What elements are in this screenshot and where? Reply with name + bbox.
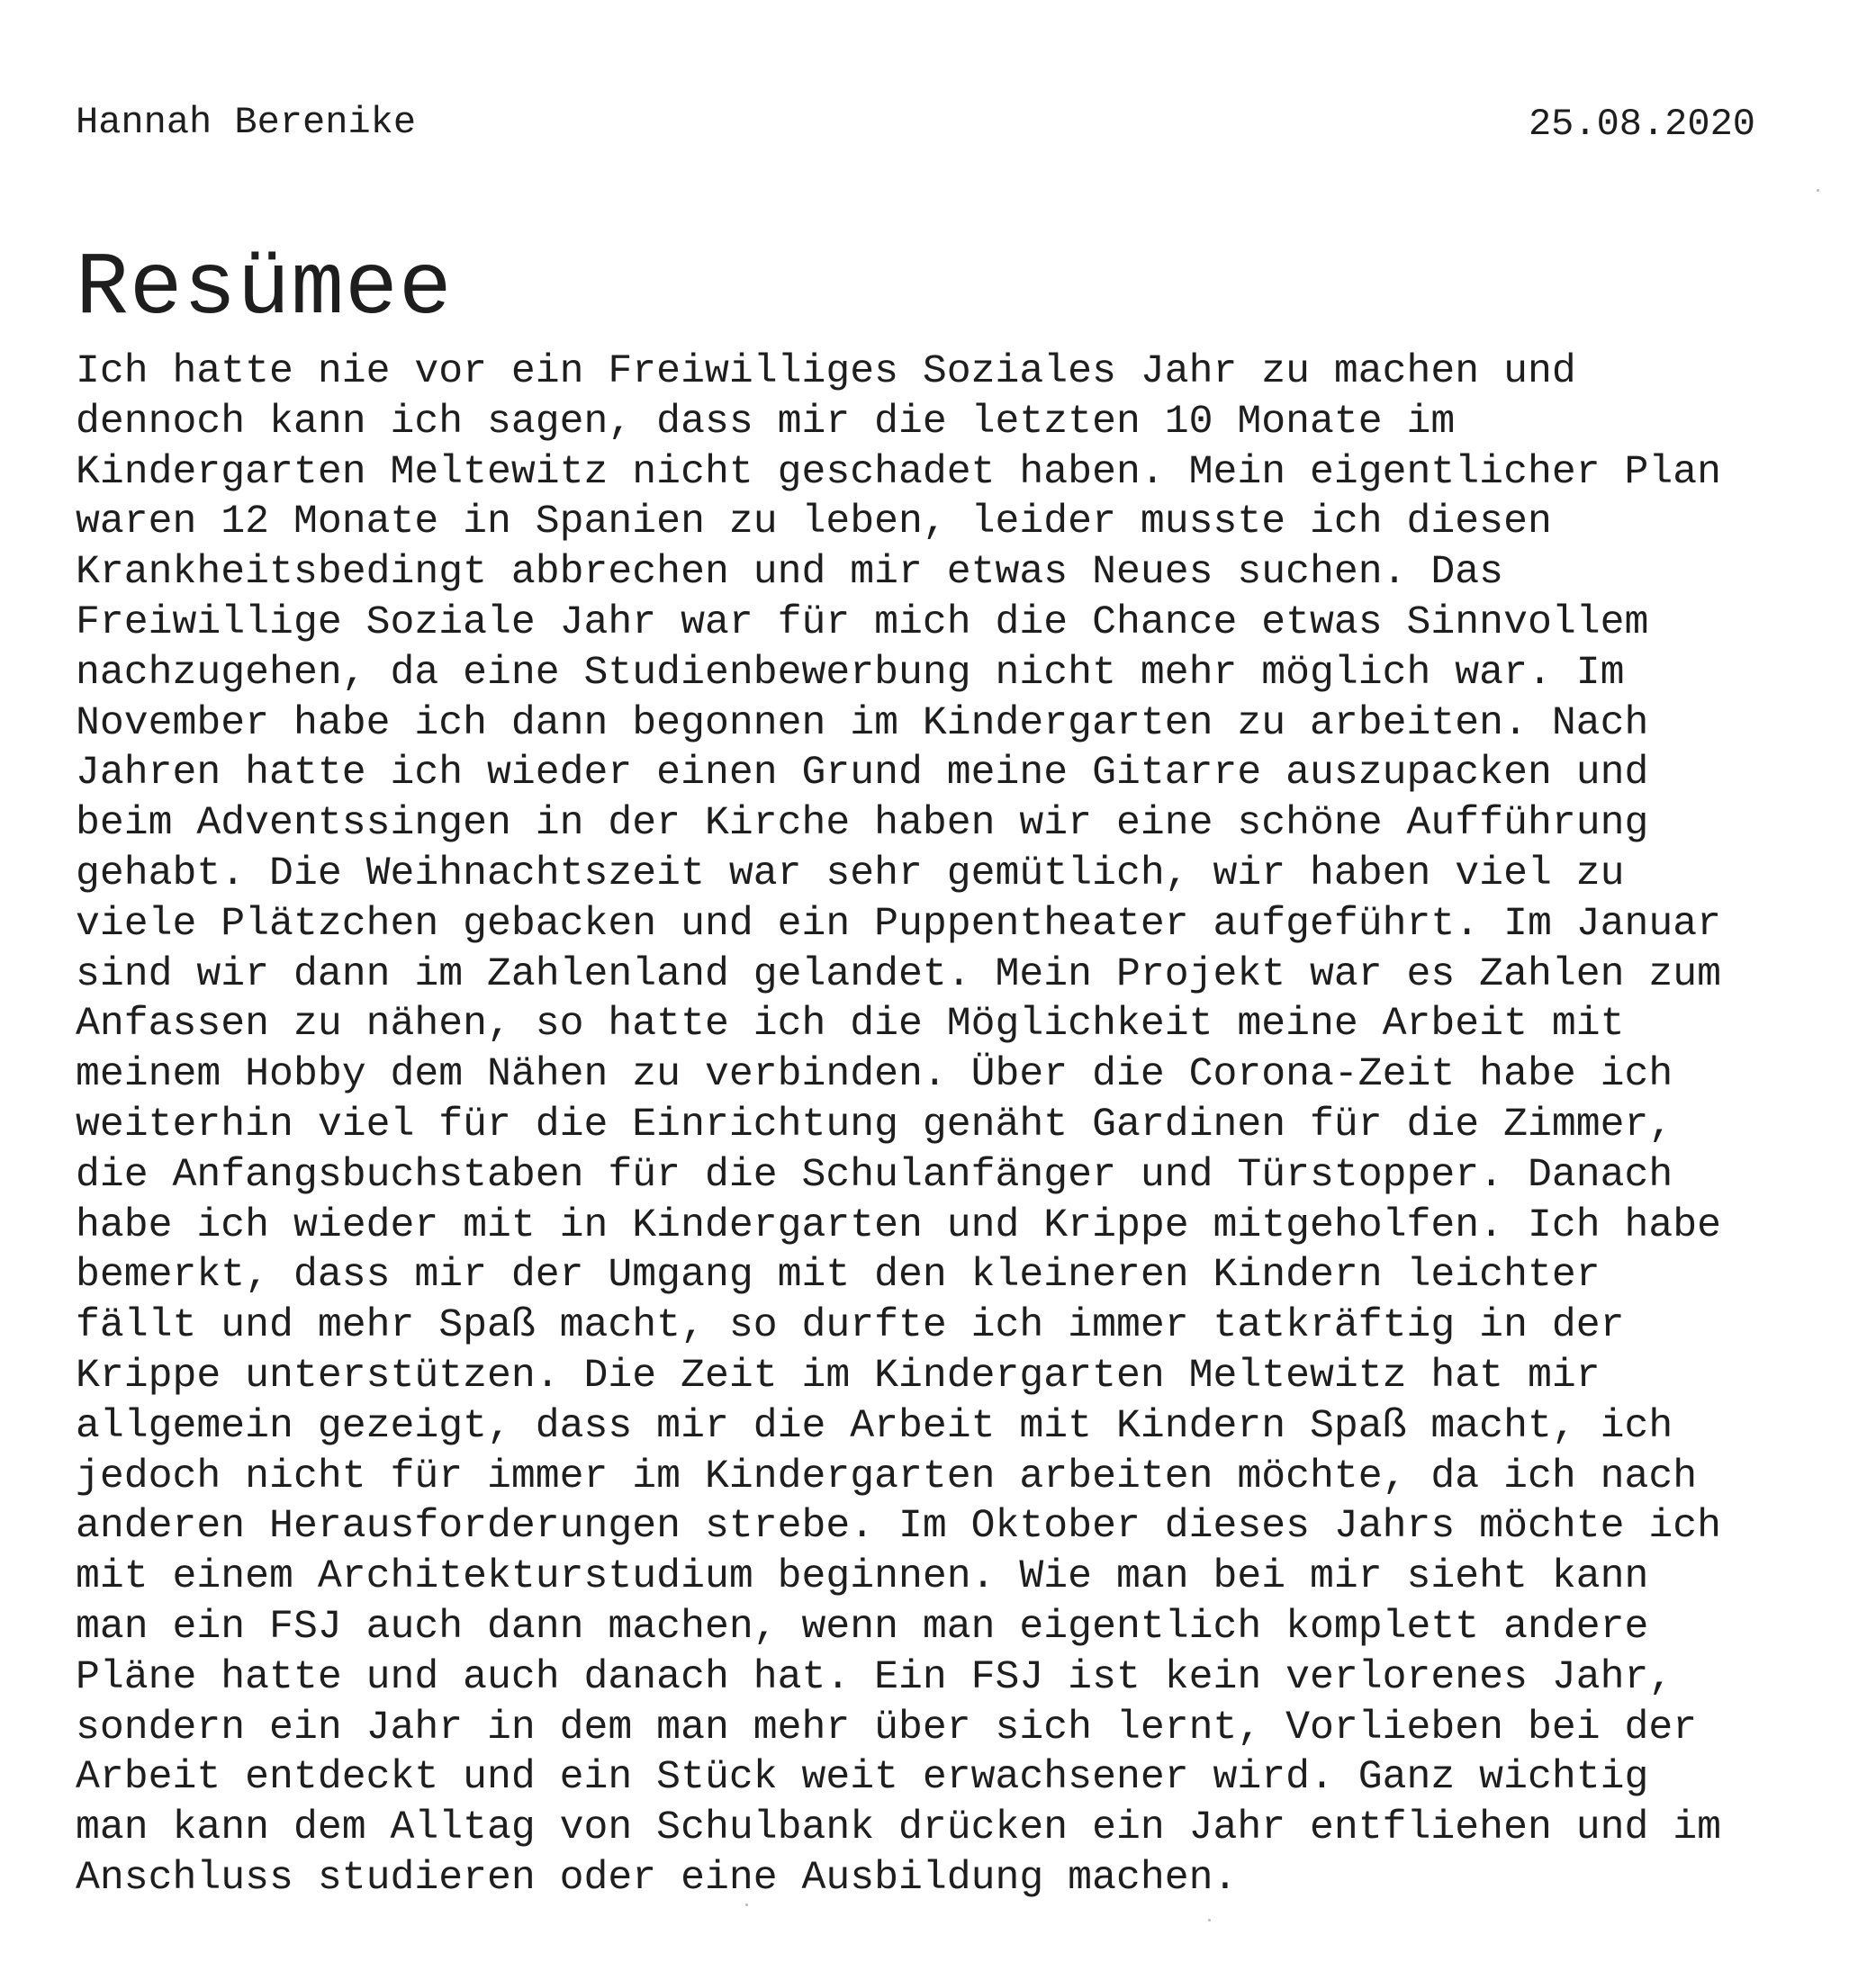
text-line: nachzugehen, da eine Studienbewerbung nicht mehr möglich war. Im bbox=[76, 650, 1625, 696]
text-line: Anschluss studieren oder eine Ausbildung machen. bbox=[76, 1855, 1238, 1901]
text-line: beim Adventssingen in der Kirche haben wir eine schöne Aufführung bbox=[76, 801, 1649, 847]
text-line: dennoch kann ich sagen, dass mir die letzten 10 Monate im bbox=[76, 399, 1456, 445]
text-line: habe ich wieder mit in Kindergarten und Krippe mitgeholfen. Ich habe bbox=[76, 1202, 1722, 1248]
text-line: fällt und mehr Spaß macht, so durfte ich immer tatkräftig in der bbox=[76, 1303, 1625, 1349]
text-line: Krippe unterstützen. Die Zeit im Kindergarten Meltewitz hat mir bbox=[76, 1353, 1601, 1399]
document-date: 25.08.2020 bbox=[1528, 103, 1755, 146]
text-line: man kann dem Alltag von Schulbank drücken ein Jahr entfliehen und im bbox=[76, 1805, 1722, 1851]
text-line: Jahren hatte ich wieder einen Grund meine Gitarre auszupacken und bbox=[76, 751, 1649, 796]
body-text bbox=[76, 347, 1813, 1904]
text-line: man ein FSJ auch dann machen, wenn man eigentlich komplett andere bbox=[76, 1604, 1649, 1650]
text-line: Kindergarten Meltewitz nicht geschadet haben. Mein eigentlicher Plan bbox=[76, 449, 1722, 495]
scan-speck bbox=[1817, 189, 1819, 192]
text-line: Pläne hatte und auch danach hat. Ein FSJ ist kein verlorenes Jahr, bbox=[76, 1654, 1673, 1700]
text-line: viele Plätzchen gebacken und ein Puppentheater aufgeführt. Im Januar bbox=[76, 901, 1722, 947]
text-line: anderen Herausforderungen strebe. Im Oktober dieses Jahrs möchte ich bbox=[76, 1504, 1722, 1550]
text-line: Arbeit entdeckt und ein Stück weit erwachsener wird. Ganz wichtig bbox=[76, 1755, 1649, 1801]
scan-speck bbox=[745, 1904, 748, 1906]
text-line: weiterhin viel für die Einrichtung genäht Gardinen für die Zimmer, bbox=[76, 1102, 1673, 1148]
text-line: Krankheitsbedingt abbrechen und mir etwas Neues suchen. Das bbox=[76, 550, 1504, 596]
text-line: die Anfangsbuchstaben für die Schulanfänger und Türstopper. Danach bbox=[76, 1152, 1673, 1198]
scan-speck bbox=[1208, 1919, 1211, 1922]
text-line: Freiwillige Soziale Jahr war für mich die Chance etwas Sinnvollem bbox=[76, 599, 1649, 645]
text-line: sondern ein Jahr in dem man mehr über sich lernt, Vorlieben bei der bbox=[76, 1705, 1698, 1750]
text-line: November habe ich dann begonnen im Kindergarten zu arbeiten. Nach bbox=[76, 700, 1649, 746]
text-line: sind wir dann im Zahlenland gelandet. Mein Projekt war es Zahlen zum bbox=[76, 951, 1722, 997]
text-line: bemerkt, dass mir der Umgang mit den kleineren Kindern leichter bbox=[76, 1253, 1601, 1299]
text-line: mit einem Architekturstudium beginnen. Wie man bei mir sieht kann bbox=[76, 1554, 1649, 1600]
document-title: Resümee bbox=[76, 239, 453, 339]
text-line: meinem Hobby dem Nähen zu verbinden. Über die Corona-Zeit habe ich bbox=[76, 1052, 1673, 1098]
text-line: allgemein gezeigt, dass mir die Arbeit mit Kindern Spaß macht, ich bbox=[76, 1403, 1673, 1449]
author-name: Hannah Berenike bbox=[76, 101, 417, 144]
text-line: gehabt. Die Weihnachtszeit war sehr gemütlich, wir haben viel zu bbox=[76, 850, 1625, 896]
text-line: Ich hatte nie vor ein Freiwilliges Soziales Jahr zu machen und bbox=[76, 349, 1576, 394]
text-line: Anfassen zu nähen, so hatte ich die Möglichkeit meine Arbeit mit bbox=[76, 1002, 1625, 1048]
text-line: waren 12 Monate in Spanien zu leben, leider musste ich diesen bbox=[76, 500, 1552, 545]
text-line: jedoch nicht für immer im Kindergarten arbeiten möchte, da ich nach bbox=[76, 1454, 1698, 1499]
